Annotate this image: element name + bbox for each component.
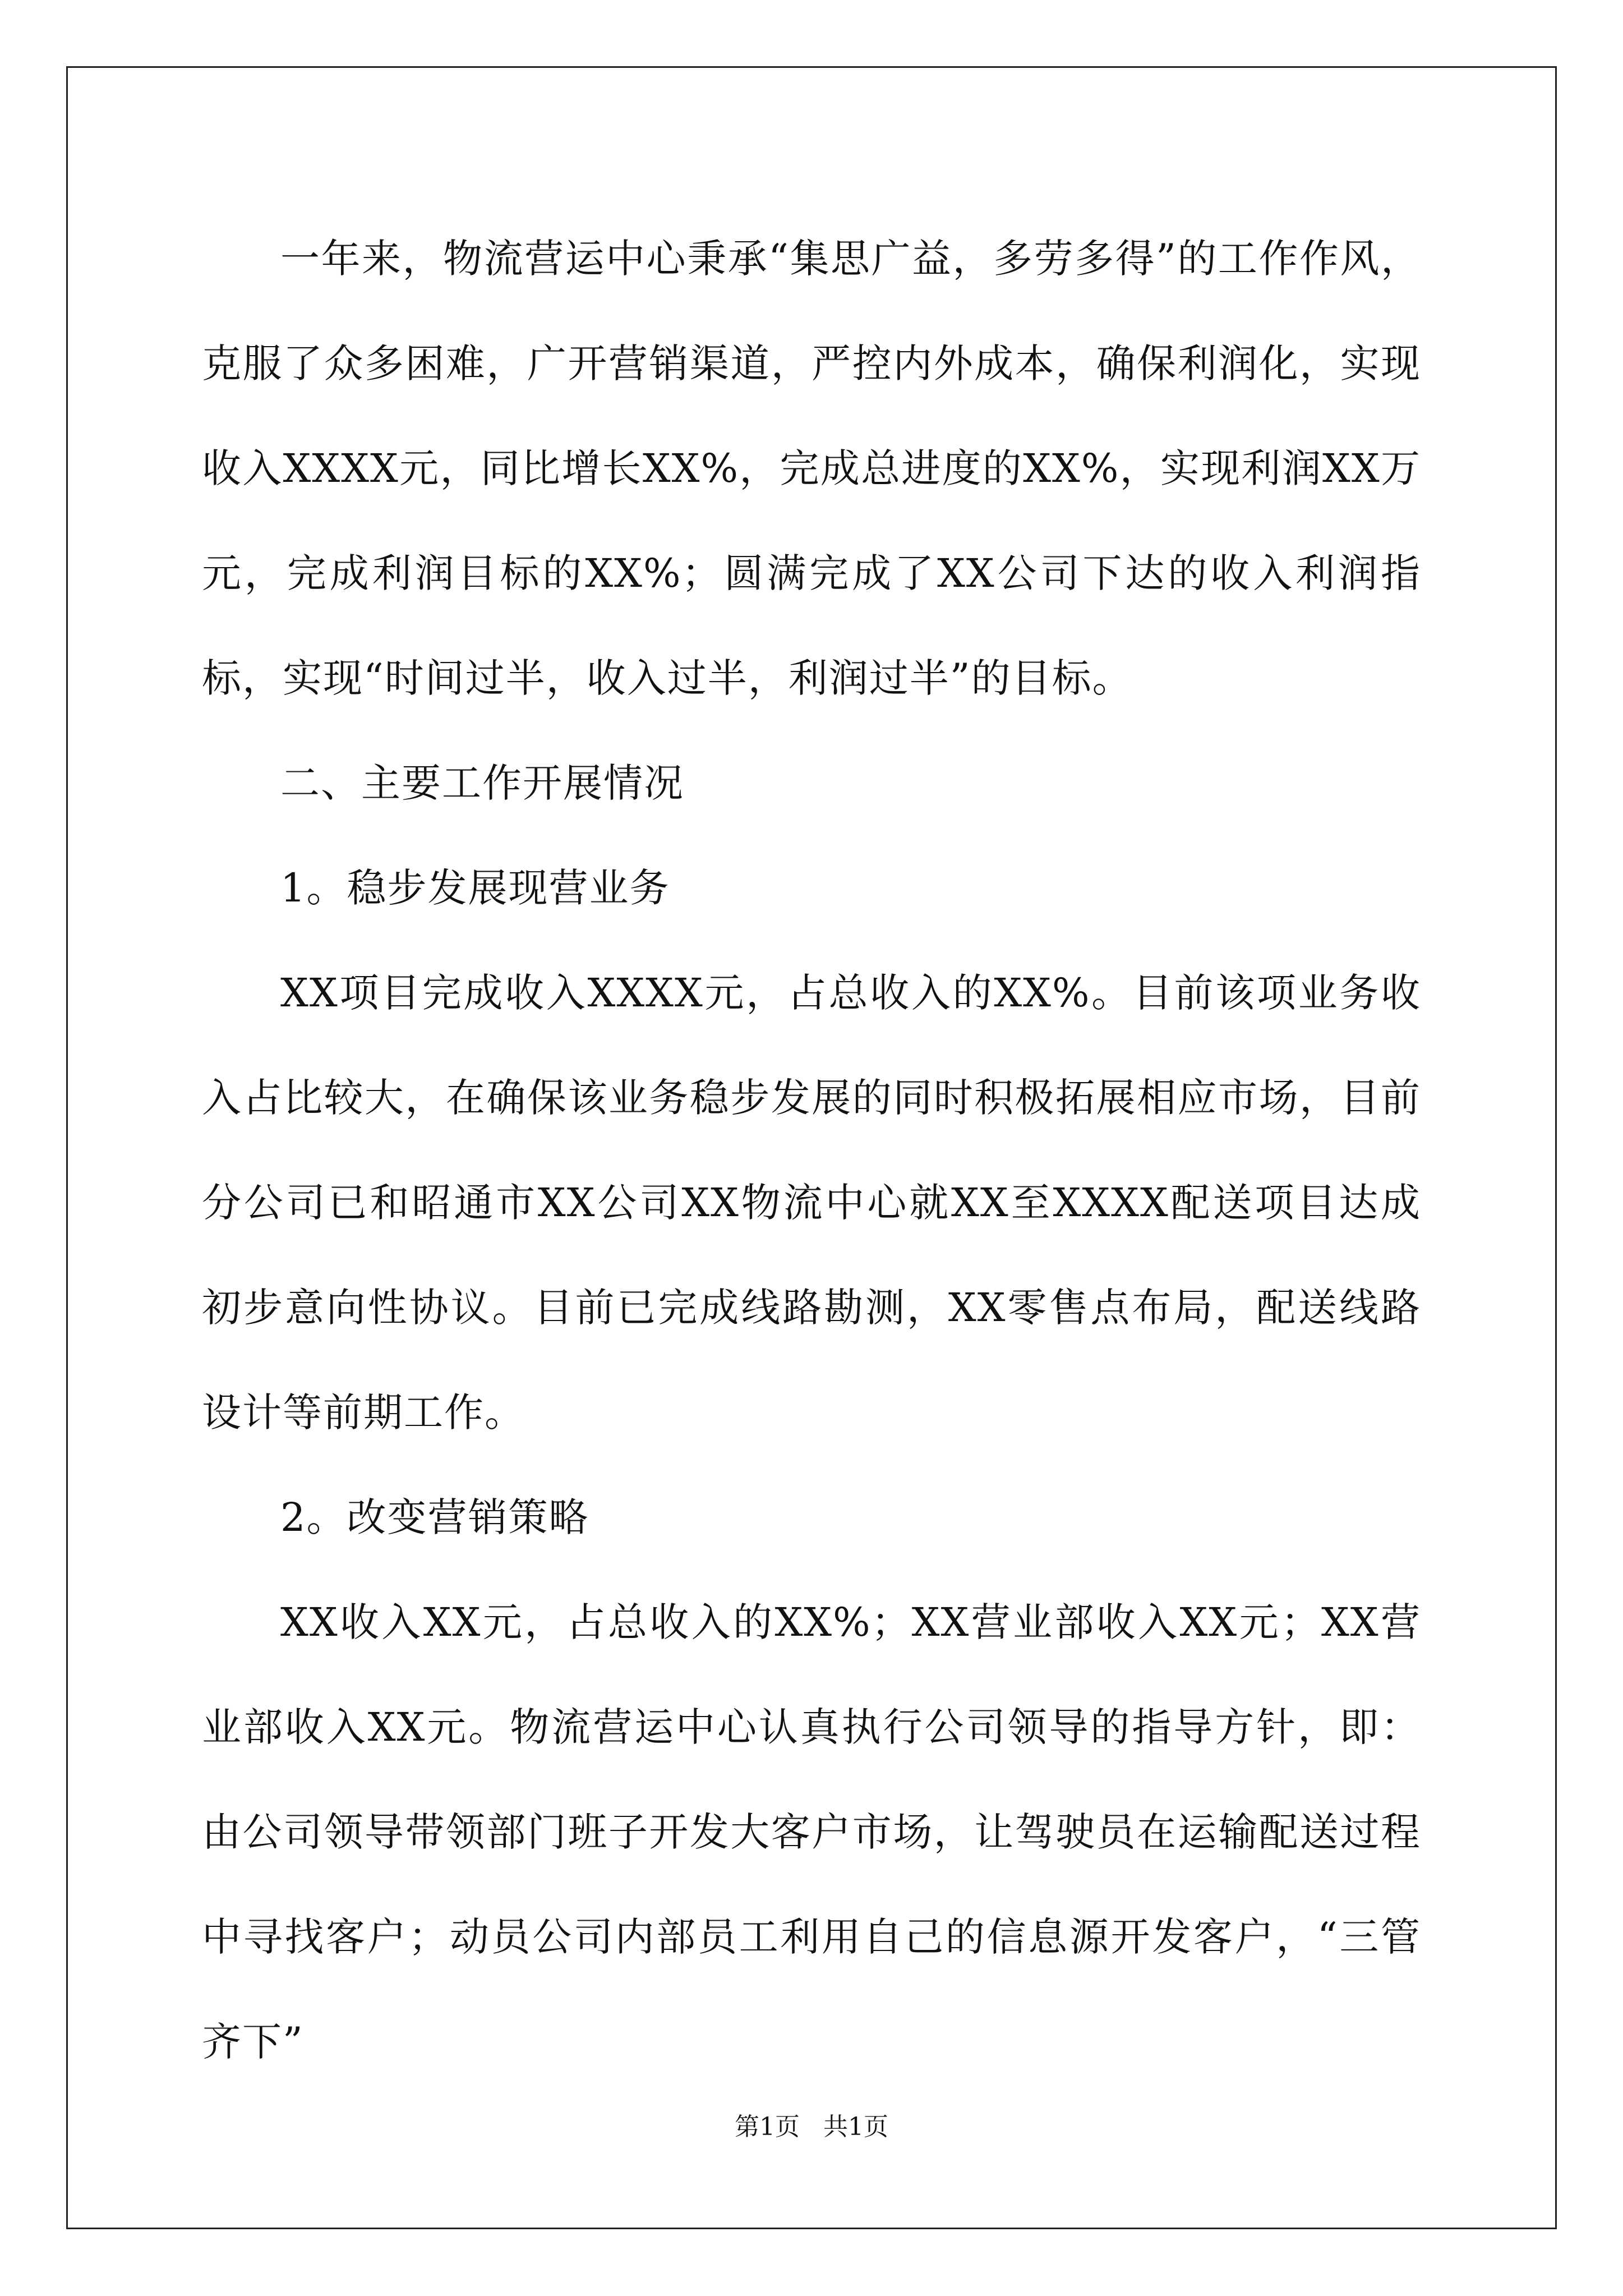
- page-total: 共1页: [823, 2113, 888, 2141]
- document-body: [202, 206, 1421, 2095]
- section-heading: 二、主要工作开展情况: [280, 760, 684, 806]
- subsection-heading-1: 1。稳步发展现营业务: [280, 865, 670, 911]
- subsection-heading-2: 2。改变营销策略: [280, 1494, 589, 1540]
- page-footer: [0, 2106, 1623, 2142]
- paragraph-project: XX项目完成收入XXXX元，占总收入的XX%。目前该项业务收入占比较大，在确保该业务稳步发展的同时积极拓展相应市场，目前分公司已和昭通市XX公司XX物流中心就XX至XXXX配送项目达成初步意向性协议。目前已完成线路勘测，XX零售点布局，配送线路设计等前期工作。: [202, 970, 1421, 1435]
- paragraph-summary: 一年来，物流营运中心秉承“集思广益，多劳多得”的工作作风，克服了众多困难，广开营销渠道，严控内外成本，确保利润化，实现收入XXXX元，同比增长XX%，完成总进度的XX%，实现利润XX万元，完成利润目标的XX%；圆满完成了XX公司下达的收入利润指标，实现“时间过半，收入过半，利润过半”的目标。: [202, 236, 1421, 701]
- paragraph-marketing: XX收入XX元，占总收入的XX%；XX营业部收入XX元；XX营业部收入XX元。物流营运中心认真执行公司领导的指导方针，即：由公司领导带领部门班子开发大客户市场，让驾驶员在运输配送过程中寻找客户；动员公司内部员工利用自己的信息源开发客户，“三管齐下”: [202, 1599, 1421, 2065]
- page-number: 第1页: [735, 2113, 800, 2141]
